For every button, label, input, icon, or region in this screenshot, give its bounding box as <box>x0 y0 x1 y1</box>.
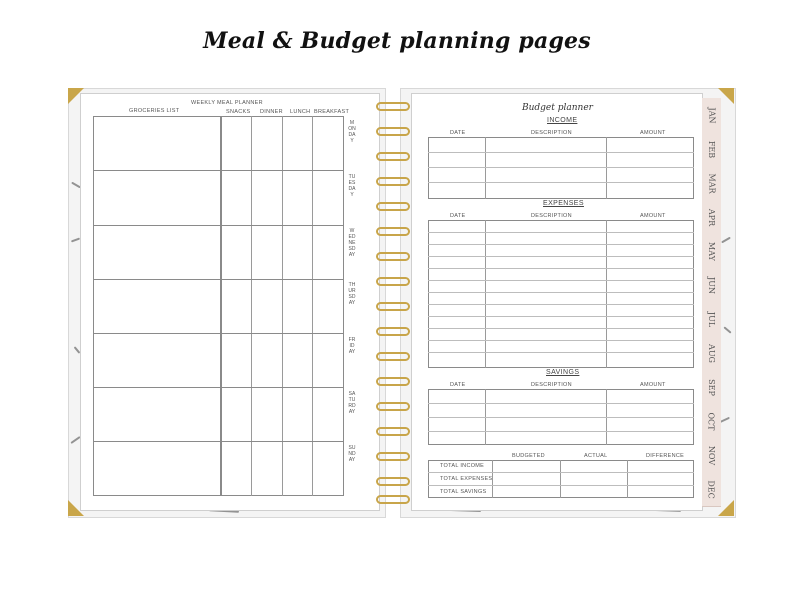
tab-dec[interactable]: DEC <box>702 472 721 507</box>
savings-header-amount: AMOUNT <box>640 382 666 388</box>
tab-jul[interactable]: JUL <box>702 302 721 337</box>
planner-photo <box>68 88 734 516</box>
income-header-description: DESCRIPTION <box>531 130 572 136</box>
tab-feb[interactable]: FEB <box>702 132 721 167</box>
day-label-tuesday: TUESDAY <box>348 174 356 198</box>
tab-jun[interactable]: JUN <box>702 268 721 303</box>
tab-sep[interactable]: SEP <box>702 370 721 405</box>
expenses-header-date: DATE <box>450 213 466 219</box>
summary-row-total-savings: TOTAL SAVINGS <box>440 489 487 495</box>
tab-oct[interactable]: OCT <box>702 404 721 439</box>
expenses-title: EXPENSES <box>543 200 584 207</box>
tab-aug[interactable]: AUG <box>702 336 721 371</box>
summary-row-total-income: TOTAL INCOME <box>440 463 485 469</box>
day-label-wednesday: WEDNESDAY <box>348 228 356 258</box>
summary-header-difference: DIFFERENCE <box>646 453 685 459</box>
summary-header-actual: ACTUAL <box>584 453 608 459</box>
budget-planner-page <box>411 93 703 511</box>
tab-mar[interactable]: MAR <box>702 166 721 201</box>
tab-apr[interactable]: APR <box>702 200 721 235</box>
day-label-monday: MONDAY <box>348 120 356 144</box>
income-header-date: DATE <box>450 130 466 136</box>
tab-may[interactable]: MAY <box>702 234 721 269</box>
groceries-label: GROCERIES LIST <box>129 108 180 114</box>
expenses-table <box>428 220 694 368</box>
meal-planner-title: WEEKLY MEAL PLANNER <box>191 100 263 106</box>
meal-planner-page <box>80 93 380 511</box>
col-dinner: DINNER <box>260 109 283 115</box>
tab-nov[interactable]: NOV <box>702 438 721 473</box>
expenses-header-amount: AMOUNT <box>640 213 666 219</box>
income-header-amount: AMOUNT <box>640 130 666 136</box>
income-table <box>428 137 694 199</box>
savings-header-description: DESCRIPTION <box>531 382 572 388</box>
expenses-header-description: DESCRIPTION <box>531 213 572 219</box>
savings-header-date: DATE <box>450 382 466 388</box>
income-title: INCOME <box>547 117 578 124</box>
col-snacks: SNACKS <box>226 109 251 115</box>
groceries-list-box <box>93 116 221 496</box>
budget-planner-title: Budget planner <box>522 103 593 113</box>
summary-header-budgeted: BUDGETED <box>512 453 545 459</box>
summary-row-total-expenses: TOTAL EXPENSES <box>440 476 493 482</box>
day-label-thursday: THURSDAY <box>348 282 356 306</box>
col-breakfast: BREAKFAST <box>314 109 350 115</box>
headline: Meal & Budget planning pages <box>203 28 591 54</box>
col-lunch: LUNCH <box>290 109 311 115</box>
day-label-sunday: SUNDAY <box>348 445 356 463</box>
tab-jan[interactable]: JAN <box>702 98 721 133</box>
day-label-saturday: SATURDAY <box>348 391 356 415</box>
savings-title: SAVINGS <box>546 369 580 376</box>
day-label-friday: FRIDAY <box>348 337 356 355</box>
month-tabs <box>702 98 721 506</box>
